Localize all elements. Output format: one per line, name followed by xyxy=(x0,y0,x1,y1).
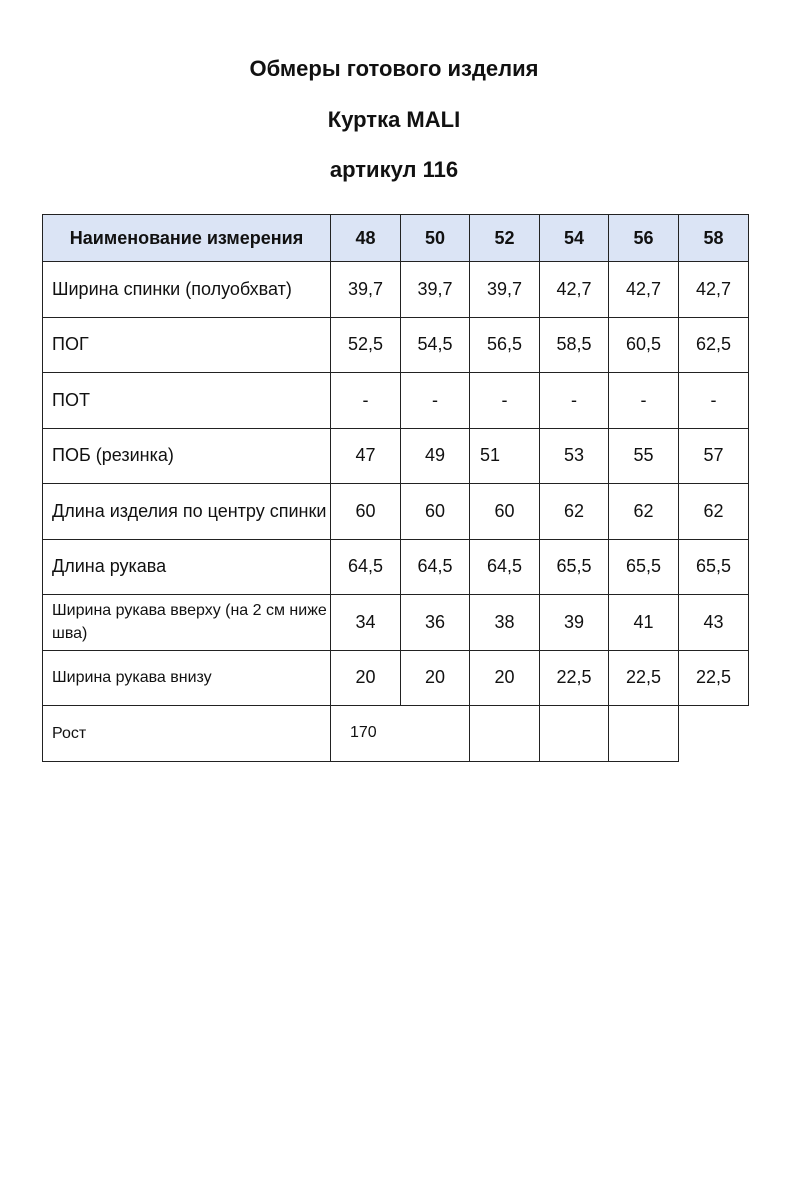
cell-value: 42,7 xyxy=(679,262,749,318)
product-name: Куртка MALI xyxy=(327,107,461,132)
row-label: Ширина рукава внизу xyxy=(43,650,331,706)
table-row xyxy=(43,595,749,651)
empty-cell xyxy=(540,706,609,762)
empty-cell xyxy=(470,706,540,762)
table-header-row xyxy=(43,215,749,262)
table-row xyxy=(43,373,749,429)
cell-value: 62 xyxy=(609,484,679,540)
cell-value: - xyxy=(679,373,749,429)
measurements-table xyxy=(42,214,749,762)
header-measurement-name: Наименование измерения xyxy=(43,215,331,262)
cell-value: 34 xyxy=(331,595,401,651)
cell-value: 64,5 xyxy=(470,539,540,595)
article-number: артикул 116 xyxy=(329,157,459,182)
table-row-height xyxy=(43,706,749,762)
row-label: Ширина спинки (полуобхват) xyxy=(43,262,331,318)
header-size: 56 xyxy=(609,215,679,262)
cell-value: 47 xyxy=(331,428,401,484)
cell-value: 42,7 xyxy=(609,262,679,318)
cell-value: 52,5 xyxy=(331,317,401,373)
row-label: Ширина рукава вверху (на 2 см ниже шва) xyxy=(43,595,331,651)
header-size: 54 xyxy=(540,215,609,262)
cell-value: - xyxy=(331,373,401,429)
cell-value: 65,5 xyxy=(609,539,679,595)
row-label: ПОТ xyxy=(43,373,331,429)
cell-value: 51 xyxy=(470,428,540,484)
cell-value: - xyxy=(470,373,540,429)
table-row xyxy=(43,317,749,373)
document-title: Обмеры готового изделия xyxy=(249,56,539,81)
table-row xyxy=(43,428,749,484)
cell-value: 20 xyxy=(470,650,540,706)
cell-value: 20 xyxy=(401,650,470,706)
cell-value: 65,5 xyxy=(679,539,749,595)
cell-value: - xyxy=(540,373,609,429)
cell-value: 60,5 xyxy=(609,317,679,373)
cell-value: 55 xyxy=(609,428,679,484)
cell-value: 49 xyxy=(401,428,470,484)
cell-value: 39,7 xyxy=(331,262,401,318)
header-size: 58 xyxy=(679,215,749,262)
cell-value: 56,5 xyxy=(470,317,540,373)
cell-value: 54,5 xyxy=(401,317,470,373)
cell-value: 39,7 xyxy=(401,262,470,318)
header-size: 50 xyxy=(401,215,470,262)
cell-value: 62,5 xyxy=(679,317,749,373)
cell-value: 64,5 xyxy=(401,539,470,595)
cell-value: 39,7 xyxy=(470,262,540,318)
cell-value: 57 xyxy=(679,428,749,484)
cell-value: 39 xyxy=(540,595,609,651)
row-label: ПОГ xyxy=(43,317,331,373)
empty-cell xyxy=(609,706,679,762)
cell-value: - xyxy=(401,373,470,429)
height-value: 170 xyxy=(331,706,470,762)
cell-value: 43 xyxy=(679,595,749,651)
cell-value: 60 xyxy=(401,484,470,540)
cell-value: 60 xyxy=(331,484,401,540)
cell-value: - xyxy=(609,373,679,429)
cell-value: 60 xyxy=(470,484,540,540)
cell-value: 20 xyxy=(331,650,401,706)
cell-value: 64,5 xyxy=(331,539,401,595)
cell-value: 65,5 xyxy=(540,539,609,595)
header-size: 52 xyxy=(470,215,540,262)
table-row xyxy=(43,539,749,595)
cell-value: 62 xyxy=(679,484,749,540)
cell-value: 41 xyxy=(609,595,679,651)
row-label: Длина изделия по центру спинки xyxy=(43,484,331,540)
table-row xyxy=(43,484,749,540)
cell-value: 38 xyxy=(470,595,540,651)
cell-value: 36 xyxy=(401,595,470,651)
cell-value: 62 xyxy=(540,484,609,540)
cell-value: 22,5 xyxy=(609,650,679,706)
cell-value: 53 xyxy=(540,428,609,484)
row-label: Рост xyxy=(43,706,331,762)
cell-value: 22,5 xyxy=(540,650,609,706)
cell-value: 42,7 xyxy=(540,262,609,318)
row-label: Длина рукава xyxy=(43,539,331,595)
cell-value: 58,5 xyxy=(540,317,609,373)
cell-value: 22,5 xyxy=(679,650,749,706)
header-size: 48 xyxy=(331,215,401,262)
row-label: ПОБ (резинка) xyxy=(43,428,331,484)
table-row xyxy=(43,650,749,706)
table-row xyxy=(43,262,749,318)
